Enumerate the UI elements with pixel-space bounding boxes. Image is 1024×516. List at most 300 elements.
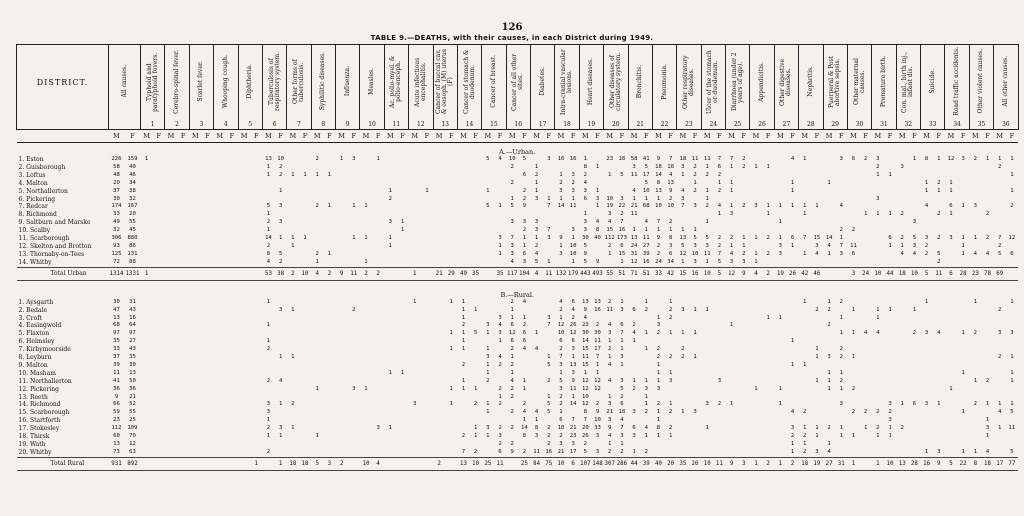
cause-cell [177,243,189,251]
cause-cell [531,315,543,323]
cause-cell [457,235,469,243]
cause-cell [774,409,786,417]
cause-cell [214,441,226,449]
district-label: Aysgarth [26,298,54,306]
cause-cell [336,386,348,394]
cause-header [652,45,676,121]
cause-cell [543,299,555,307]
cause-cell: 1 [473,425,478,432]
cause-cell [372,394,384,402]
cause-cell [957,441,969,449]
total-cell: 2 [762,457,774,470]
cause-cell [933,409,945,417]
cause-cell [287,299,299,307]
cause-cell [506,211,518,219]
total-cell: 24 [860,267,872,280]
cause-cell: 2 [668,354,673,361]
cause-cell [921,172,933,180]
cause-cell [774,417,786,425]
cause-cell [823,362,835,370]
cause-cell [872,417,884,425]
cause-cell: 1 [827,369,831,376]
cause-cell: 3 [559,361,563,368]
cause-cell [591,180,603,188]
cause-cell: 2 [705,171,709,178]
cause-cell: 2 [498,385,502,392]
cause-cell [677,378,689,386]
cause-cell [214,322,226,330]
cause-cell: 2 [620,211,624,218]
cause-cell: 4 [729,250,734,257]
cause-cell: 1 [973,298,978,305]
total-cell: 286 [616,457,628,470]
cause-cell [762,425,774,433]
cause-cell [921,417,933,425]
cause-cell [884,164,896,172]
cause-cell [640,322,652,330]
cause-cell: 2 [876,163,880,170]
cause-cell [799,196,811,204]
cause-cell [701,346,713,354]
cause-cell [201,338,213,346]
cause-cell [823,338,835,346]
cause-cell [299,227,311,235]
cause-cell [884,330,896,338]
cause-cell [872,370,884,378]
cause-cell [726,299,738,307]
cause-cell: 1 [937,401,941,408]
cause-cell: 6 [620,322,624,329]
cause-cell [141,219,153,227]
cause-cell [665,211,677,219]
cause-cell: 1 [303,235,307,242]
all-causes-male: 125 [111,250,122,257]
cause-cell [153,401,165,409]
cause-cell: 2 [839,377,843,384]
total-cell [153,267,165,280]
cause-cell [823,227,835,235]
cause-cell [847,362,859,370]
district-name [17,354,109,362]
cause-cell: 4 [790,409,795,416]
cause-cell: 3 [668,242,673,249]
cause-cell [250,219,262,227]
cause-cell: 1 [766,314,770,321]
cause-cell [896,433,908,441]
cause-cell [153,219,165,227]
cause-cell [311,322,323,330]
cause-cell [396,259,408,267]
cause-cell [189,227,201,235]
cause-cell [908,394,920,402]
cause-cell [799,401,811,409]
cause-cell: 2 [522,401,527,408]
cause-cell: 12 [581,401,589,408]
cause-cell: 4 [985,250,990,257]
cause-cell [908,417,920,425]
cause-cell: 3 [486,322,490,329]
cause-cell [726,196,738,204]
cause-cell: 3 [961,156,965,162]
district-label: Loftus [26,171,46,179]
cause-cell: 3 [681,306,685,313]
total-cell: 28 [957,267,969,280]
cause-cell [981,243,993,251]
cause-cell [250,409,262,417]
cause-cell [786,299,798,307]
cause-cell: 9 [571,377,575,384]
cause-cell [494,227,506,235]
cause-cell [421,417,433,425]
cause-cell: 1 [839,385,843,392]
cause-cell: 1 [729,187,734,194]
cause-cell [238,330,250,338]
cause-cell: 3 [620,306,624,313]
cause-cell [299,259,311,267]
district-label: Easingwold [26,322,62,330]
male-label: M [238,130,250,143]
cause-cell: 1 [473,433,478,440]
cause-cell: 1 [900,242,904,249]
cause-cell [531,203,543,211]
cause-cell: 1 [985,401,990,408]
cause-cell: 112 [604,235,615,242]
cause-cell [847,346,859,354]
cause-cell: 1 [266,298,271,305]
cause-cell [604,370,616,378]
cause-cell [165,164,177,172]
cause-cell [945,354,957,362]
cause-cell: 1 [815,425,819,432]
cause-cell: 2 [717,187,722,194]
cause-cell [726,315,738,323]
cause-cell [860,354,872,362]
cause-cell: 7 [571,417,575,424]
cause-cell [201,425,213,433]
cause-cell [823,211,835,219]
cause-cell [701,180,713,188]
cause-cell: 17 [594,346,601,353]
cause-cell [726,370,738,378]
cause-cell: 1 [522,242,527,249]
cause-cell [421,362,433,370]
total-cell: 55 [604,267,616,280]
total-cell: 19 [774,267,786,280]
cause-cell [835,322,847,330]
cause-cell [750,370,762,378]
cause-cell [628,299,640,307]
total-cell: 307 [604,457,616,470]
cause-cell: 3 [973,203,978,210]
cause-cell: 2 [559,346,563,353]
cause-cell [457,243,469,251]
cause-cell [860,362,872,370]
cause-cell: 1 [608,354,612,361]
cause-cell: 1 [693,330,697,337]
cause-cell: 1 [839,330,843,337]
cause-cell [665,417,677,425]
cause-cell: 2 [900,425,904,432]
cause-cell [177,401,189,409]
cause-cell [433,219,445,227]
cause-cell [238,441,250,449]
cause-cell [701,433,713,441]
cause-cell: 4 [985,448,990,455]
cause-cell [872,346,884,354]
cause-cell [457,251,469,259]
cause-cell: 3 [534,227,539,234]
cause-cell [494,196,506,204]
cause-cell [604,180,616,188]
cause-cell [238,354,250,362]
cause-cell [323,362,335,370]
cause-cell [555,164,567,172]
district-label: Skelton and Brotton [29,242,92,250]
cause-cell [506,417,518,425]
cause-cell [348,219,360,227]
total-cell: 27 [823,457,835,470]
cause-cell: 3 [924,401,929,408]
cause-cell [896,441,908,449]
total-cell [238,457,250,470]
district-name [17,188,109,196]
cause-cell [189,315,201,323]
cause-cell [701,330,713,338]
cause-cell [141,196,153,204]
female-label: F [153,130,165,143]
cause-cell: 1 [681,258,685,265]
cause-cell [445,354,457,362]
cause-cell [799,180,811,188]
cause-cell [957,307,969,315]
cause-cell [957,172,969,180]
cause-cell [226,330,238,338]
cause-header [214,45,238,121]
total-cell: 5 [921,267,933,280]
cause-cell [348,322,360,330]
cause-cell: 2 [522,322,527,329]
cause-cell: 1 [352,235,356,242]
cause-cell [287,156,299,164]
male-label: M [214,130,226,143]
cause-cell [275,315,287,323]
all-causes-male: 30 [113,298,120,305]
cause-cell: 5 [705,235,709,242]
cause-cell [226,172,238,180]
cause-cell: 1 [815,354,819,361]
cause-cell [226,394,238,402]
cause-cell: 3 [266,401,271,408]
column-number: 26 [750,120,774,130]
cause-cell [628,417,640,425]
cause-cell: 1 [729,203,734,210]
cause-cell [945,441,957,449]
cause-cell [189,307,201,315]
cause-cell [921,346,933,354]
cause-cell [189,251,201,259]
cause-cell [141,449,153,457]
cause-cell [165,180,177,188]
cause-cell [238,156,250,164]
cause-cell [921,227,933,235]
district-name [17,378,109,386]
cause-cell [847,299,859,307]
column-number-row [17,120,1019,130]
cause-cell [896,394,908,402]
cause-cell [945,251,957,259]
total-cell: 42 [799,267,811,280]
cause-cell: 5 [998,250,1002,257]
cause-cell [981,227,993,235]
cause-cell [409,180,421,188]
column-number: 6 [262,120,286,130]
cause-cell [372,370,384,378]
cause-cell [591,172,603,180]
cause-cell [396,378,408,386]
cause-cell: 2 [729,235,734,242]
cause-cell [774,338,786,346]
cause-cell [457,227,469,235]
cause-cell [457,196,469,204]
total-cell: 18 [896,267,908,280]
column-number: 7 [287,120,311,130]
cause-cell [384,203,396,211]
cause-cell [494,219,506,227]
cause-cell [884,315,896,323]
cause-header [994,45,1018,121]
cause-cell [701,315,713,323]
cause-cell [531,322,543,330]
cause-cell [372,172,384,180]
cause-cell [238,211,250,219]
female-label: F [738,130,750,143]
total-cell: 1 [750,457,762,470]
cause-cell [713,338,725,346]
district-number: 7. [18,346,25,354]
cause-cell: 1 [461,346,466,353]
cause-cell: 16 [557,156,565,162]
district-row [17,322,1019,330]
cause-cell [701,362,713,370]
cause-cell: 2 [266,346,271,353]
total-cell: 19 [811,457,823,470]
cause-cell [969,164,981,172]
cause-cell: 1 [534,163,539,170]
cause-cell [689,346,701,354]
cause-cell [311,330,323,338]
total-cell [177,457,189,470]
district-number: 10. [18,369,29,377]
cause-cell [945,243,957,251]
cause-cell [860,417,872,425]
cause-cell [396,188,408,196]
cause-cell [311,227,323,235]
cause-cell [250,164,262,172]
cause-cell [262,188,274,196]
cause-cell [616,315,628,323]
cause-cell [689,196,701,204]
cause-cell [396,164,408,172]
cause-cell [713,299,725,307]
cause-cell: 2 [815,306,819,313]
cause-cell [860,196,872,204]
total-cell [445,457,457,470]
cause-cell: 3 [583,187,588,194]
cause-cell [921,362,933,370]
cause-cell [470,362,482,370]
cause-cell: 2 [924,242,929,249]
cause-cell [275,243,287,251]
cause-cell: 1 [998,156,1002,162]
cause-cell: 3 [510,250,514,257]
cause-cell: 1 [705,187,709,194]
total-cell [189,267,201,280]
cause-cell [275,441,287,449]
total-cell: 3 [738,457,750,470]
cause-cell: 1 [510,354,514,361]
cause-cell [457,172,469,180]
cause-cell [336,362,348,370]
cause-cell [226,315,238,323]
cause-cell [299,188,311,196]
cause-cell [141,188,153,196]
cause-cell: 1 [1010,401,1014,408]
cause-cell: 1 [559,369,563,376]
cause-cell [750,156,762,164]
cause-cell [494,259,506,267]
all-causes-female: 43 [129,306,136,313]
cause-cell: 2 [656,346,661,353]
cause-cell [311,362,323,370]
cause-cell [835,259,847,267]
cause-cell [1006,219,1018,227]
cause-cell [738,354,750,362]
cause-cell [994,219,1006,227]
cause-cell: 1 [534,187,539,194]
cause-cell [336,211,348,219]
cause-cell [177,338,189,346]
cause-label: Diarrhoea (under 2 years of age). [730,52,744,111]
cause-cell [360,409,372,417]
total-cell: 1 [409,267,421,280]
cause-cell [994,172,1006,180]
cause-cell [372,346,384,354]
district-number: 9. [18,361,25,369]
cause-cell [945,299,957,307]
cause-cell [847,401,859,409]
cause-cell [201,235,213,243]
male-label: M [945,130,957,143]
cause-cell [482,196,494,204]
cause-cell [567,164,579,172]
cause-cell [189,235,201,243]
cause-cell [799,386,811,394]
cause-cell [457,441,469,449]
cause-cell [847,172,859,180]
female-label: F [591,130,603,143]
district-label: Stokesley [29,425,60,433]
cause-cell [262,394,274,402]
total-cell [835,267,847,280]
cause-cell: 2 [851,227,856,234]
cause-cell [409,409,421,417]
male-label: M [579,130,591,143]
cause-cell [201,409,213,417]
male-label: M [141,130,153,143]
female-label: F [250,130,262,143]
cause-cell [969,394,981,402]
cause-cell [323,235,335,243]
